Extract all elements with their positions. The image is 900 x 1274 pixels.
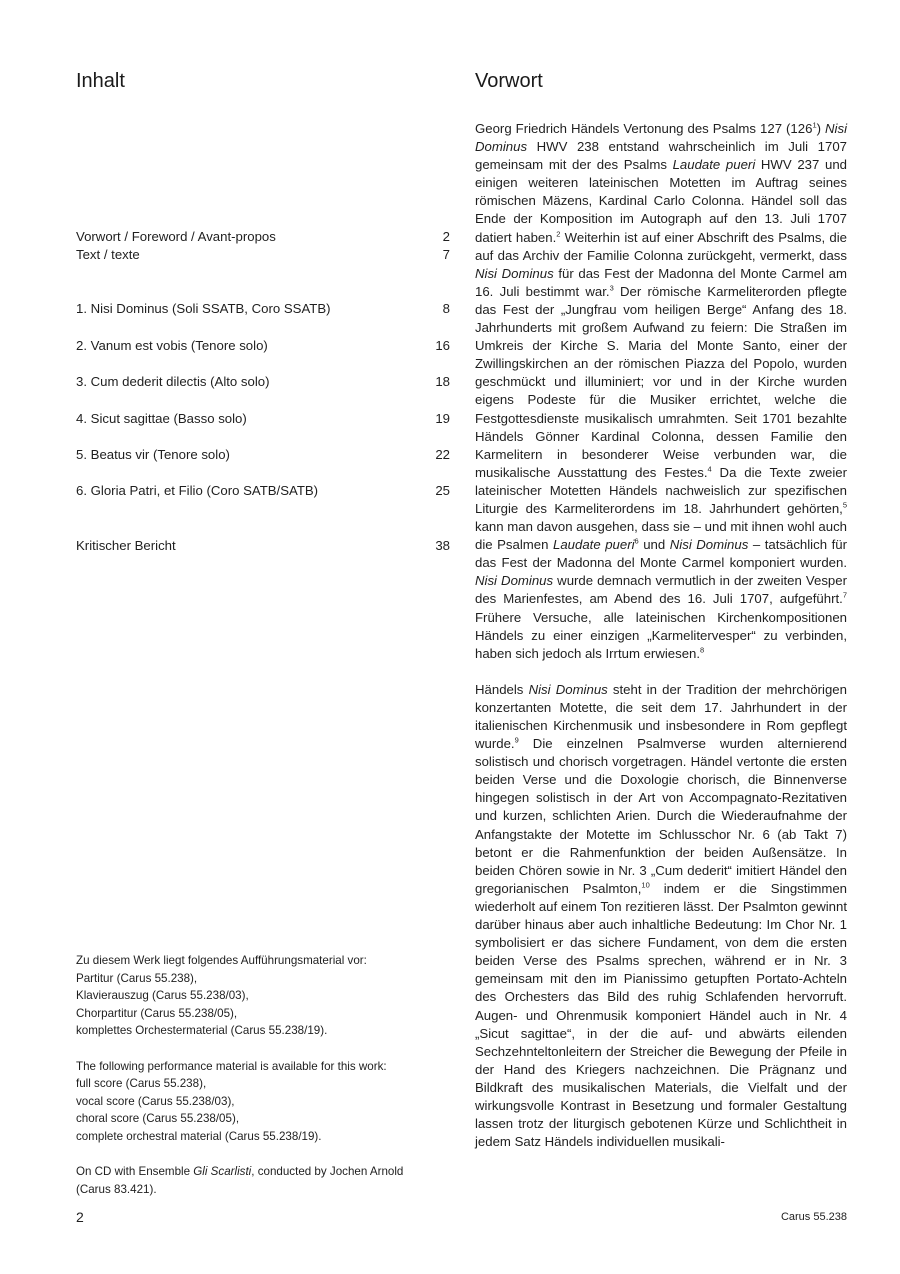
toc-spacer: [76, 264, 450, 300]
material-line: choral score (Carus 55.238/05),: [76, 1112, 240, 1126]
footnote-ref[interactable]: 8: [700, 645, 705, 655]
toc-entry-page: 25: [435, 483, 450, 499]
toc-entry-label: 6. Gloria Patri, et Filio (Coro SATB/SATB): [76, 483, 319, 499]
toc-entry-page: 16: [435, 337, 450, 353]
page-number: 2: [76, 1209, 84, 1225]
material-line: complete orchestral material (Carus 55.238/19).: [76, 1129, 322, 1143]
right-column: [475, 68, 847, 1169]
toc-entry-label: Text / texte: [76, 247, 140, 263]
toc-entry-page: 19: [435, 410, 450, 426]
toc-entry[interactable]: [76, 246, 450, 264]
toc-entry-label: 5. Beatus vir (Tenore solo): [76, 446, 230, 462]
left-column: [76, 68, 450, 1196]
material-line: vocal score (Carus 55.238/03),: [76, 1094, 235, 1108]
material-line: Chorpartitur (Carus 55.238/05),: [76, 1006, 238, 1020]
material-line: full score (Carus 55.238),: [76, 1077, 207, 1091]
catalog-reference: Carus 55.238: [780, 1211, 847, 1223]
contents-heading: Inhalt: [76, 70, 125, 92]
toc-entry-label: 4. Sicut sagittae (Basso solo): [76, 410, 247, 426]
material-line: komplettes Orchestermaterial (Carus 55.238/19).: [76, 1024, 328, 1038]
footnote-ref[interactable]: 3: [609, 283, 614, 293]
foreword-body: [475, 120, 847, 1151]
foreword-paragraph: Georg Friedrich Händels Vertonung des Psalms 127 $(126^1)$ Nisi Dominus HWV 238 entstand wahrscheinlich im Juli 1707 gemeinsam mit der des Psalms Laudate pueri HWV 237 und einigen weiteren lateinischen Motetten im Auftrag seines römischen Mäzens, Kardinal Carlo Colonna. Händel soll das Ende der Komposition im Autograph auf den 13. Juli 1707 datiert haben.$^2$ Weiterhin ist auf einer Abschrift des Psalms, die auf das Archiv der Familie Colonna zurückgeht, vermerkt, dass Nisi Dominus für das Fest der Madonna del Monte Carmel am 16. Juli bestimmt war.$^3$ Der römische Karmeliterorden pflegte das Fest der „Jungfrau vom heiligen Berge“ Anfang des 18. Jahrhunderts mit großem Aufwand zu feiern: Die Straßen im Umkreis der Kirche S. Maria del Monte Santo, einer der Zwillingskirchen an der römischen Piazza del Popolo, wurden geschmückt und illuminiert; vor und in der Kirche wurden eigens Podeste für die Musiker errichtet, welche die Festgottesdienste musikalisch umrahmten. Seit 1701 bezahlte Händels Gönner Kardinal Colonna, dessen Familie den Karmelitern in besonderer Weise verbunden war, die musikalische Ausstattung des Festes.$^4$ Da die Texte zweier lateinischer Motetten Händels nachweislich zur spezifischen Liturgie des Karmeliterordens im 18. Jahrhundert gehörten,$^5$ kann man davon ausgehen, dass sie – und mit ihnen wohl auch die Psalmen Laudate pueri$^6$ und Nisi Dominus – tatsächlich für das Fest der Madonna del Monte Carmel komponiert wurden. Nisi Dominus wurde demnach vermutlich in der zweiten Vesper des Marienfestes, am Abend des 16. Juli 1707, aufgeführt.$^7$ Frühere Versuche, alle lateinischen Kirchenkompositionen Händels zu einer einzigen „Karmelitervesper“ zu verbinden, haben sich jedoch als Irrtum erwiesen.$^8$: [475, 120, 847, 661]
toc-report-entry[interactable]: [76, 537, 450, 555]
toc-movement-entry[interactable]: [76, 300, 450, 318]
toc-entry-page: 38: [435, 537, 450, 553]
toc-movement-entry[interactable]: [76, 482, 450, 500]
toc-entry-page: 2: [442, 229, 450, 244]
footnote-ref[interactable]: 1: [812, 120, 817, 130]
material-german: [76, 952, 450, 1040]
footnote-ref[interactable]: 9: [514, 735, 519, 745]
material-intro: Zu diesem Werk liegt folgendes Aufführungsmaterial vor:: [76, 954, 367, 967]
material-english: [76, 1058, 450, 1146]
ensemble-name: Gli Scarlisti: [193, 1165, 252, 1179]
cd-text: , conducted by Jochen Arnold: [251, 1165, 404, 1179]
cd-catalog: (Carus 83.421).: [76, 1182, 157, 1196]
toc-entry-page: 22: [435, 446, 450, 462]
foreword-paragraph: Händels Nisi Dominus steht in der Tradition der mehrchörigen konzertanten Motette, die seit dem 17. Jahrhundert in der italienischen Kirchenmusik und insbesondere in Rom gepflegt wurde.$^9$ Die einzelnen Psalmverse wurden alternierend solistisch und chorisch vorgetragen. Händel vertonte die ersten beiden Verse und die Doxologie chorisch, die Binnenverse hingegen solistisch in der Art von Accompagnato-Rezitativen und kurzen, schlichten Arien. Durch die Wiederaufnahme der Anfangstakte der Motette im Schlusschor Nr. 6 (ab Takt 7) betont er die Rahmenfunktion der beiden Außensätze. In beiden Chören sowie in Nr. 3 „Cum dederit“ imitiert Händel den gregorianischen Psalmton,$^{10}$ indem er die Singstimmen wiederholt auf einem Ton rezitieren lässt. Der Psalmton gewinnt darüber hinaus aber auch inhaltliche Bedeutung: Im Chor Nr. 1 symbolisiert er das sichere Fundament, von dem die ersten beiden Verse des Psalms sprechen, während er in Nr. 3 gemeinsam mit den im Pianissimo getupften Portato-Achteln des Orchesters das Bild des ruhig Schlafenden hervorruft. Augen- und Ohrenmusik komponiert Händel auch in Nr. 4 „Sicut sagittae“, in der die auf- und abwärts eilenden Sechzehnteltonleitern der Streicher die Bewegung der Pfeile in der Hand des Kriegers nachzeichnen. Die Prägnanz und Bildkraft des musikalischen Materials, die Vielfalt und der wirkungsvolle Kontrast in Besetzung und formaler Gestaltung lassen trotz der liturgisch gebotenen Kürze und Schlichtheit in jedem Satz Händels individuellen musikali-: [475, 681, 847, 1150]
footnote-ref[interactable]: 10: [641, 880, 650, 890]
footnote-ref[interactable]: 4: [707, 464, 712, 474]
toc-spacer: [76, 391, 450, 409]
foreword-heading: Vorwort: [475, 70, 543, 92]
footnote-ref[interactable]: 7: [842, 591, 847, 601]
toc-spacer: [76, 355, 450, 373]
toc-movement-entry[interactable]: [76, 337, 450, 355]
toc-entry-page: 18: [435, 374, 450, 390]
toc-movement-entry[interactable]: [76, 446, 450, 464]
toc-spacer: [76, 319, 450, 337]
toc-entry-label: Kritischer Bericht: [76, 537, 176, 553]
toc-entry-page: 8: [442, 301, 450, 317]
toc-entry-label: Vorwort / Foreword / Avant-propos: [76, 229, 276, 244]
footnote-ref[interactable]: 2: [556, 229, 561, 239]
performance-material-notes: [76, 952, 450, 1198]
toc-movement-entry[interactable]: [76, 410, 450, 428]
cd-text: On CD with Ensemble: [76, 1165, 194, 1179]
toc-spacer: [76, 464, 450, 482]
table-of-contents: [76, 228, 450, 555]
material-line: Partitur (Carus 55.238),: [76, 971, 198, 985]
toc-entry-page: 7: [442, 247, 450, 263]
material-intro: The following performance material is available for this work:: [76, 1059, 387, 1073]
toc-entry-label: 1. Nisi Dominus (Soli SSATB, Coro SSATB): [76, 301, 331, 317]
toc-spacer: [76, 501, 450, 537]
material-line: Klavierauszug (Carus 55.238/03),: [76, 989, 249, 1003]
footnote-ref[interactable]: 6: [634, 536, 639, 546]
toc-entry[interactable]: [76, 228, 450, 246]
toc-entry-label: 2. Vanum est vobis (Tenore solo): [76, 337, 268, 353]
toc-entry-label: 3. Cum dederit dilectis (Alto solo): [76, 374, 270, 390]
toc-movement-entry[interactable]: [76, 373, 450, 391]
cd-note: [76, 1163, 450, 1198]
toc-spacer: [76, 428, 450, 446]
footnote-ref[interactable]: 5: [842, 500, 847, 510]
